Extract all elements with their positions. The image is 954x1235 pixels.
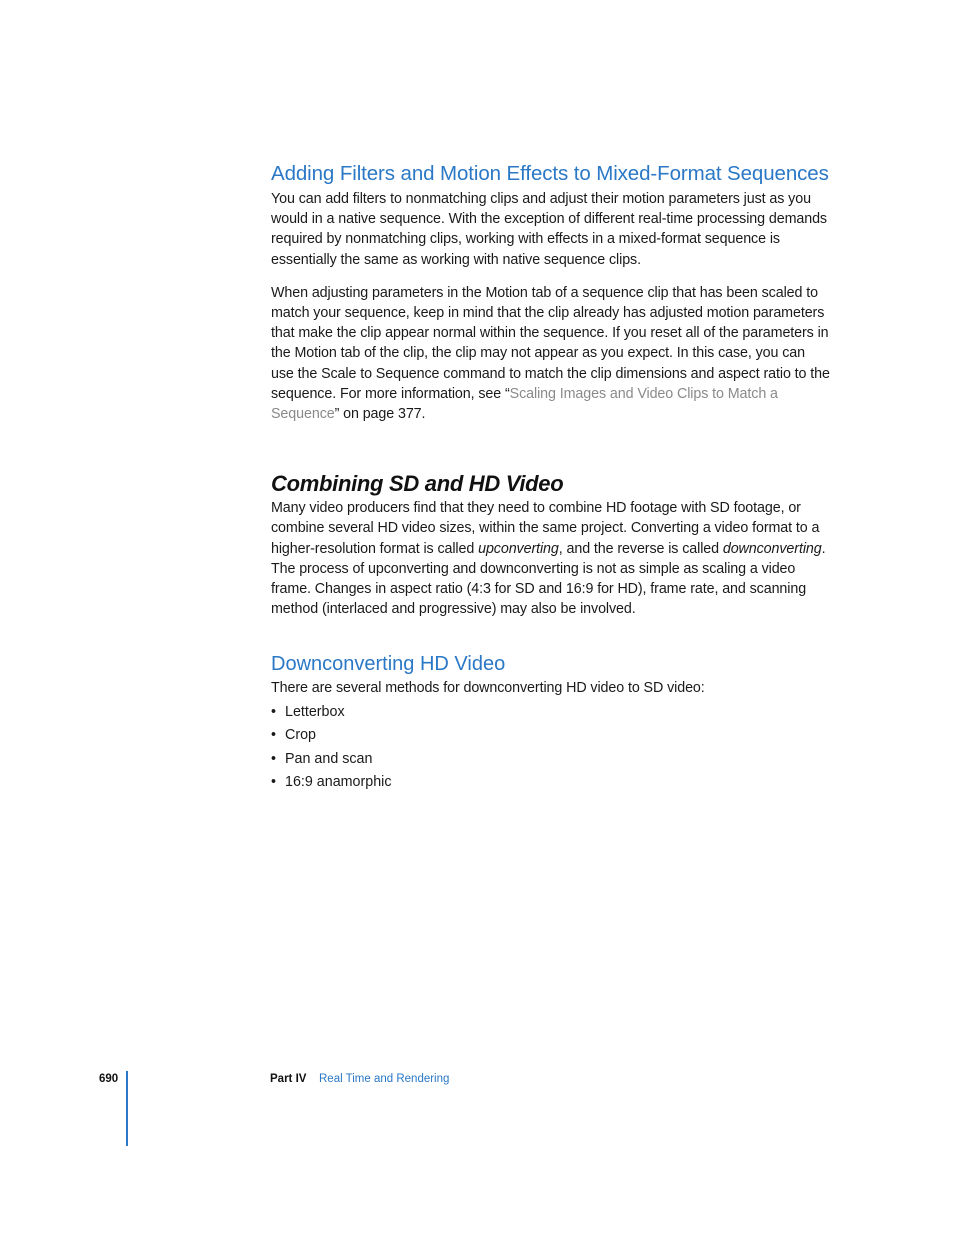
paragraph-text: ” on page 377. bbox=[334, 406, 426, 423]
bullet-icon: • bbox=[271, 750, 277, 767]
list-item bbox=[271, 702, 831, 722]
section-heading-downconverting-hd: Downconverting HD Video bbox=[271, 653, 506, 676]
bullet-icon: • bbox=[271, 774, 277, 791]
paragraph-text: . The process of upconverting and downconverting is not as simple as scaling a video frame. Changes in aspect ratio (4:3 for SD and 16:9 for HD), frame rate, and scanning method (interlaced and progressive) may also be involved. bbox=[271, 540, 826, 618]
method-list bbox=[271, 702, 831, 793]
footer-part-label: Part IV bbox=[270, 1073, 307, 1085]
list-item-text: 16:9 anamorphic bbox=[285, 774, 392, 791]
page-number: 690 bbox=[99, 1073, 119, 1085]
list-item bbox=[271, 749, 831, 769]
list-item bbox=[271, 772, 831, 792]
footer-divider bbox=[126, 1071, 128, 1146]
term-upconverting: upconverting bbox=[478, 540, 559, 557]
section-heading-combining-sd-hd: Combining SD and HD Video bbox=[271, 471, 564, 497]
bullet-icon: • bbox=[271, 727, 277, 744]
paragraph-text: When adjusting parameters in the Motion tab of a sequence clip that has been scaled to match your sequence, keep in mind that the clip already has adjusted motion parameters that make the clip appear normal within the sequence. If you reset all of the parameters in the Motion tab of the clip, the clip may not appear as you expect. In this case, you can use the Scale to Sequence command to match the clip dimensions and aspect ratio to the sequence. For more information, see “ bbox=[271, 284, 830, 402]
list-item-text: Letterbox bbox=[285, 703, 345, 720]
body-paragraph bbox=[271, 283, 831, 424]
list-item bbox=[271, 725, 831, 745]
cross-reference-link[interactable]: Scaling Images and Video Clips to Match a Sequence bbox=[271, 385, 778, 423]
paragraph-text: , and the reverse is called bbox=[558, 540, 723, 557]
paragraph-text: Many video producers find that they need to combine HD footage with SD footage, or combine several HD video sizes, within the same project. Converting a video format to a higher-resolution format is called bbox=[271, 500, 820, 557]
page-content bbox=[271, 160, 831, 796]
body-paragraph: You can add filters to nonmatching clips and adjust their motion parameters just as you would in a native sequence. With the exception of different real-time processing demands required by nonmatching clips, working with effects in a mixed-format sequence is essentially the same as working with native sequence clips. bbox=[271, 191, 827, 268]
list-item-text: Pan and scan bbox=[285, 750, 373, 767]
term-downconverting: downconverting bbox=[722, 540, 822, 557]
body-paragraph: There are several methods for downconverting HD video to SD video: bbox=[271, 680, 705, 697]
footer-part-title[interactable]: Real Time and Rendering bbox=[319, 1073, 450, 1085]
body-paragraph bbox=[271, 498, 831, 619]
bullet-icon: • bbox=[271, 703, 277, 720]
list-item-text: Crop bbox=[285, 727, 316, 744]
section-heading-mixed-format-effects: Adding Filters and Motion Effects to Mixed-Format Sequences bbox=[271, 162, 829, 185]
